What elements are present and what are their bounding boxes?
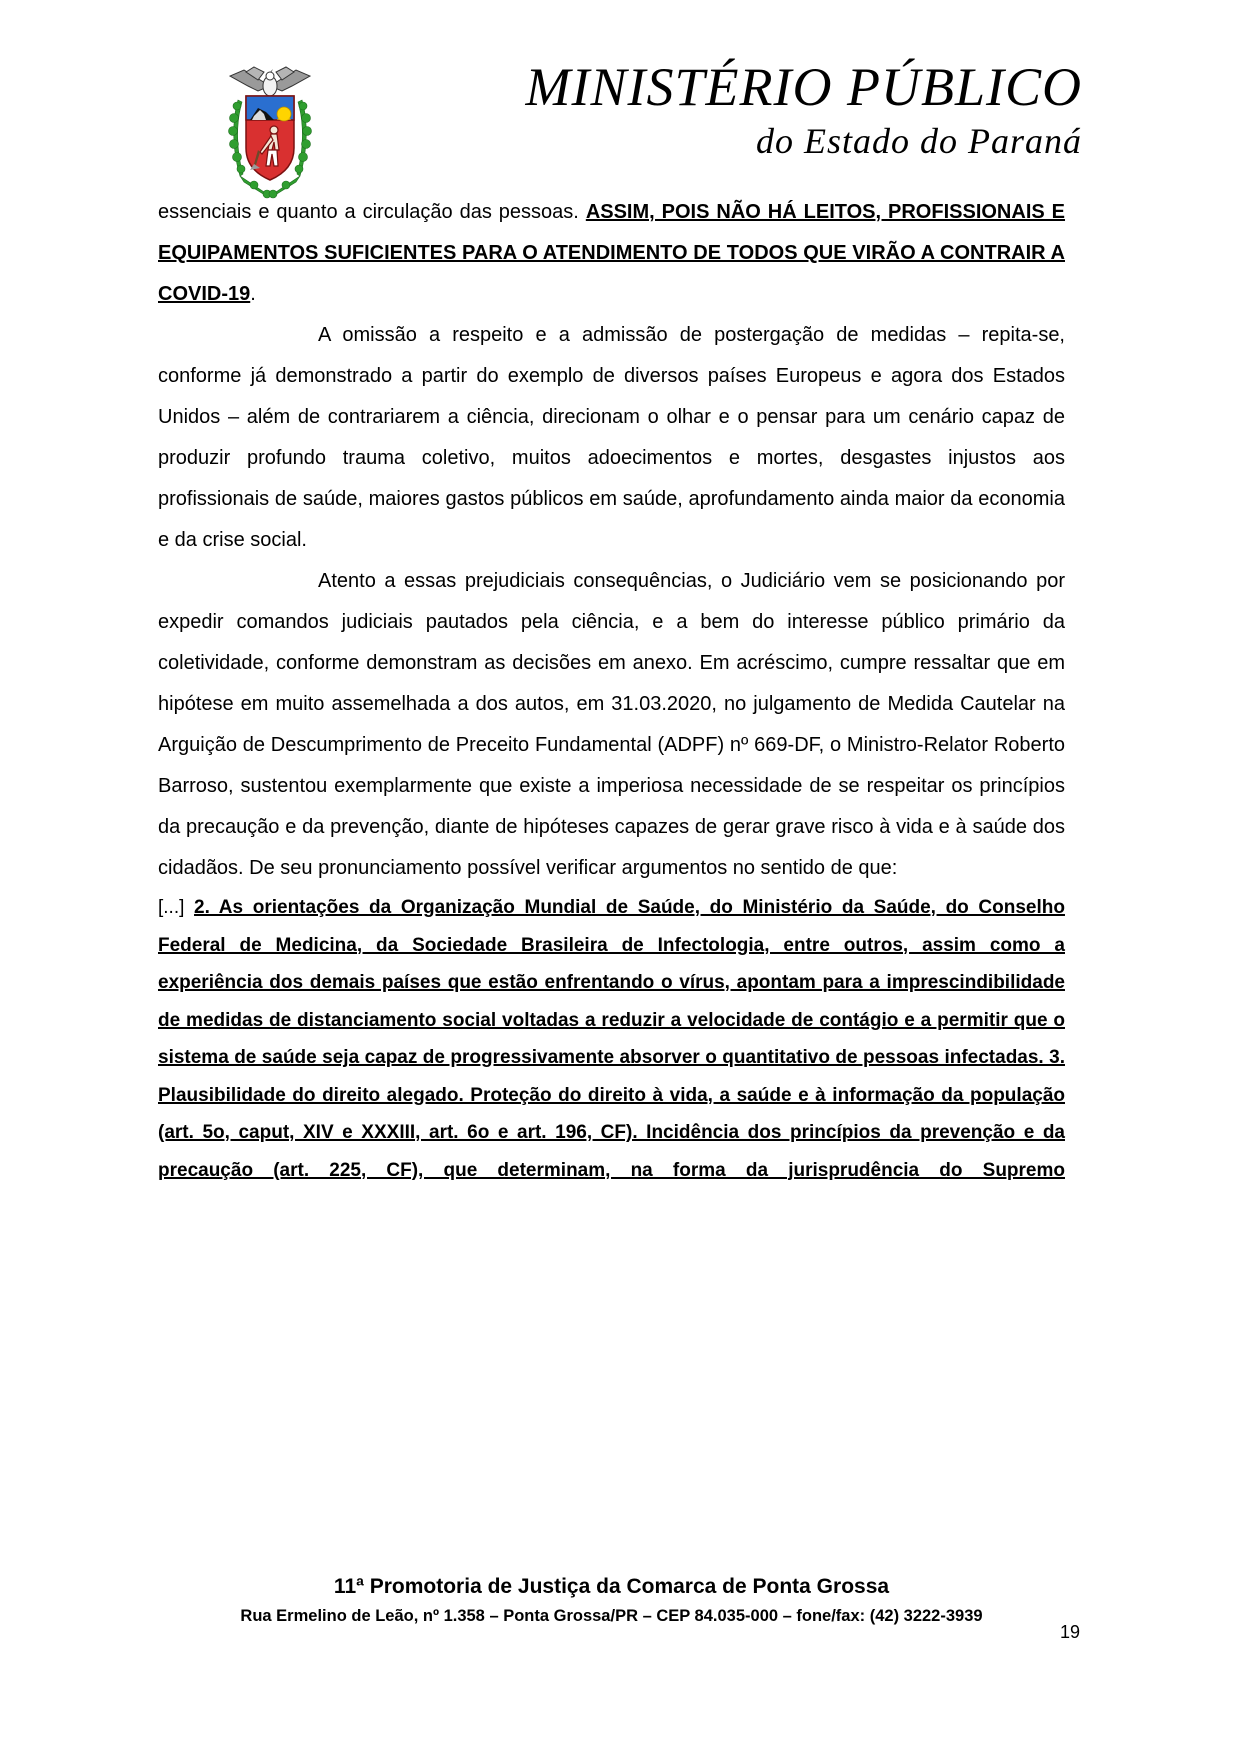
blockquote-ellipsis-prefix: [...] xyxy=(158,897,195,918)
paragraph-intro xyxy=(158,192,1065,315)
footer-address: Rua Ermelino de Leão, nº 1.358 – Ponta Grossa/PR – CEP 84.035-000 – fone/fax: (42) 3222-3939 xyxy=(240,1607,983,1626)
blockquote-adpf-669 xyxy=(158,889,1065,1189)
org-title: MINISTÉRIO PÚBLICO xyxy=(525,57,1082,117)
paragraph-intro-period: . xyxy=(250,283,256,305)
paragraph-judiciario: Atento a essas prejudiciais consequências, o Judiciário vem se posicionando por expedir comandos judiciais pautados pela ciência, e a bem do interesse público primário da coletividade, conforme demonstram as decisões em anexo. Em acréscimo, cumpre ressaltar que em hipótese em muito assemelhada a dos autos, em 31.03.2020, no julgamento de Medida Cautelar na Arguição de Descumprimento de Preceito Fundamental (ADPF) nº 669-DF, o Ministro-Relator Roberto Barroso, sustentou exemplarmente que existe a imperiosa necessidade de se respeitar os princípios da precaução e da prevenção, diante de hipóteses capazes de gerar grave risco à vida e à saúde dos cidadãos. De seu pronunciamento possível verificar argumentos no sentido de que: xyxy=(158,570,1065,879)
paragraph-intro-emphasis-run: ASSIM, POIS NÃO HÁ LEITOS, PROFISSIONAIS E EQUIPAMENTOS SUFICIENTES PARA O ATENDIMENTO DE TODOS QUE VIRÃO A CONTRAIR A COVID-19 xyxy=(158,201,1066,305)
paragraph-omissao: A omissão a respeito e a admissão de postergação de medidas – repita-se, conforme já demonstrado a partir do exemplo de diversos países Europeus e agora dos Estados Unidos – além de contrariarem a ciência, direcionam o olhar e o pensar para um cenário capaz de produzir profundo trauma coletivo, muitos adoecimentos e mortes, desgastes injustos aos profissionais de saúde, maiores gastos públicos em saúde, aprofundamento ainda maior da economia e da crise social. xyxy=(158,324,1065,551)
document-body xyxy=(158,192,1065,1189)
letterhead-titles xyxy=(158,56,1082,162)
page-number: 19 xyxy=(1059,1622,1080,1642)
letterhead xyxy=(158,56,1082,206)
footer-promotoria: 11ª Promotoria de Justiça da Comarca de Ponta Grossa xyxy=(333,1575,890,1598)
paragraph-intro-normal-run: essenciais e quanto a circulação das pessoas. xyxy=(158,201,586,223)
blockquote-emphasis-run: 2. As orientações da Organização Mundial de Saúde, do Ministério da Saúde, do Conselho Federal de Medicina, da Sociedade Brasileira de Infectologia, entre outros, assim como a experiência dos demais países que estão enfrentando o vírus, apontam para a imprescindibilidade de medidas de distanciamento social voltadas a reduzir a velocidade de contágio e a permitir que o sistema de saúde seja capaz de progressivamente absorver o quantitativo de pessoas infectadas. 3. Plausibilidade do direito alegado. Proteção do direito à vida, a saúde e à informação da população (art. 5o, caput, XIV e XXXIII, art. 6o e art. 196, CF). Incidência dos princípios da prevenção e da precaução (art. 225, CF), que determinam, na forma da jurisprudência do Supremo xyxy=(158,897,1065,1181)
org-subtitle: do Estado do Paraná xyxy=(755,121,1082,162)
document-footer xyxy=(158,1574,1065,1628)
